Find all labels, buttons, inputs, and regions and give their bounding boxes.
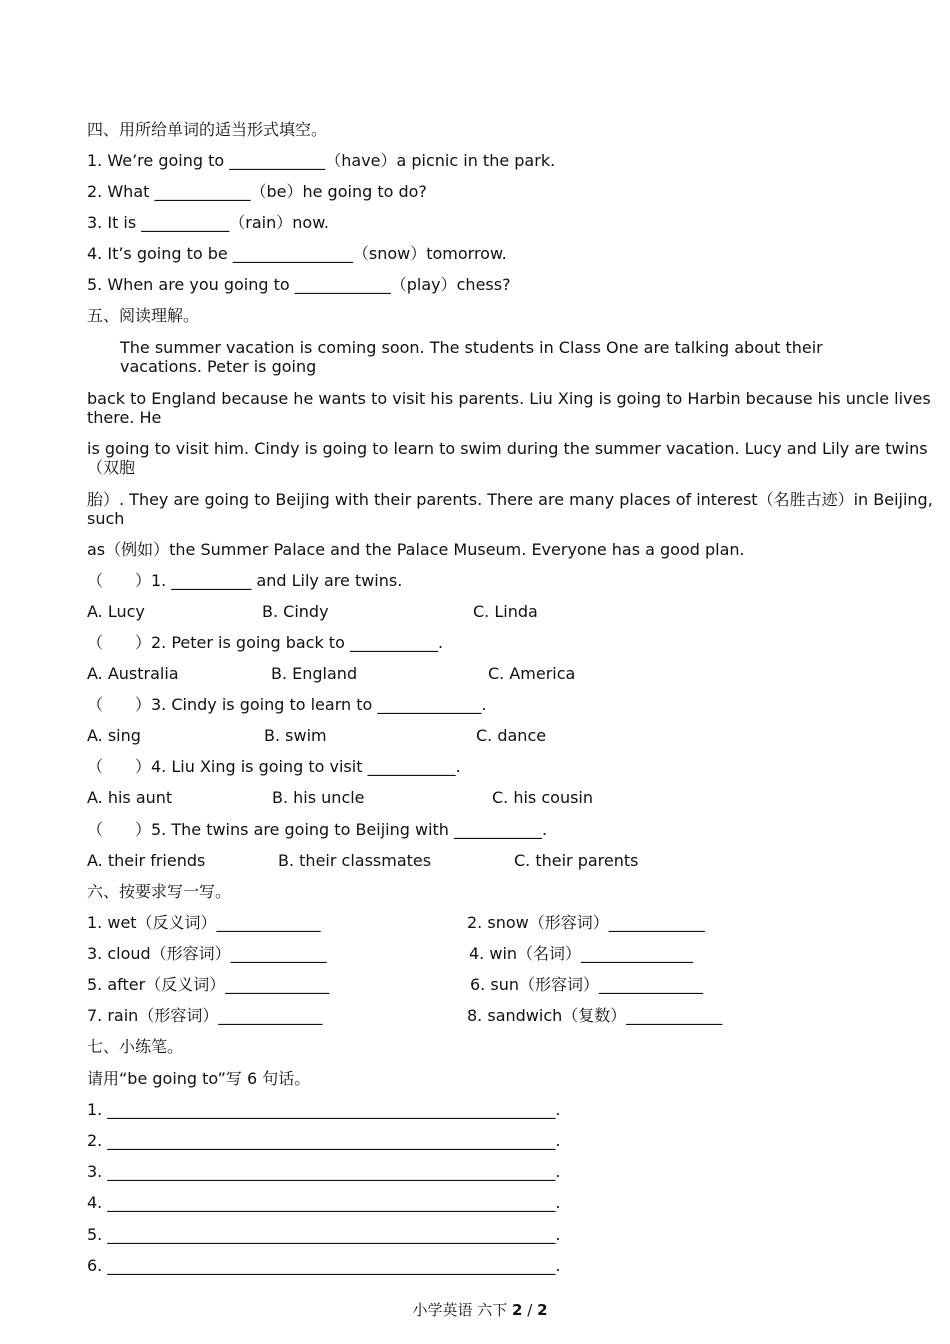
question-3: （ ）3. Cindy is going to learn to _____________. — [87, 695, 487, 714]
question-4: （ ）4. Liu Xing is going to visit ___________. — [87, 757, 461, 776]
footer-separator: / — [522, 1301, 538, 1319]
section-4-title: 四、用所给单词的适当形式填空。 — [87, 120, 328, 139]
word-form-item-6: 6. sun（形容词）_____________ — [470, 975, 703, 994]
question-4-option-a: A. his aunt — [87, 788, 173, 807]
writing-line-6: 6. ________________________________________________________. — [87, 1256, 561, 1275]
word-form-item-1: 1. wet（反义词）_____________ — [87, 913, 321, 932]
passage-paragraph-2: back to England because he wants to visit his parents. Liu Xing is going to Harbin because his uncle lives there. He — [87, 389, 931, 427]
passage-paragraph-5: as（例如）the Summer Palace and the Palace Museum. Everyone has a good plan. — [87, 540, 745, 559]
fill-blank-item-4: 4. It’s going to be _______________（snow）tomorrow. — [87, 244, 507, 263]
word-form-item-2: 2. snow（形容词）____________ — [467, 913, 705, 932]
question-4-option-b: B. his uncle — [272, 788, 365, 807]
footer-label: 小学英语 六下 — [412, 1301, 513, 1319]
question-2-option-b: B. England — [271, 664, 358, 683]
question-5-option-c: C. their parents — [514, 851, 639, 870]
question-1: （ ）1. __________ and Lily are twins. — [87, 571, 403, 590]
question-3-option-a: A. sing — [87, 726, 141, 745]
passage-paragraph-1: The summer vacation is coming soon. The students in Class One are talking about their vacations. Peter is going — [120, 338, 823, 376]
word-form-item-7: 7. rain（形容词）_____________ — [87, 1006, 323, 1025]
question-1-option-b: B. Cindy — [262, 602, 329, 621]
writing-instruction: 请用“be going to”写 6 句话。 — [87, 1069, 311, 1088]
question-1-option-c: C. Linda — [473, 602, 538, 621]
passage-paragraph-3: is going to visit him. Cindy is going to learn to swim during the summer vacation. Lucy and Lily are twins（双胞 — [87, 439, 928, 477]
question-5-option-a: A. their friends — [87, 851, 206, 870]
question-5: （ ）5. The twins are going to Beijing with ___________. — [87, 820, 548, 839]
fill-blank-item-2: 2. What ____________（be）he going to do? — [87, 182, 427, 201]
question-2-option-c: C. America — [488, 664, 576, 683]
section-6-title: 六、按要求写一写。 — [87, 882, 232, 901]
fill-blank-item-5: 5. When are you going to ____________（play）chess? — [87, 275, 511, 294]
question-2-option-a: A. Australia — [87, 664, 179, 683]
writing-line-1: 1. ________________________________________________________. — [87, 1100, 561, 1119]
footer-total-pages: 2 — [537, 1301, 548, 1319]
word-form-item-8: 8. sandwich（复数）____________ — [467, 1006, 723, 1025]
question-1-option-a: A. Lucy — [87, 602, 145, 621]
writing-line-3: 3. ________________________________________________________. — [87, 1162, 561, 1181]
word-form-item-5: 5. after（反义词）_____________ — [87, 975, 330, 994]
writing-line-2: 2. ________________________________________________________. — [87, 1131, 561, 1150]
passage-paragraph-4: 胎）. They are going to Beijing with their parents. There are many places of interest（名胜古迹）in Beijing, such — [87, 490, 933, 528]
question-2: （ ）2. Peter is going back to ___________. — [87, 633, 444, 652]
section-5-title: 五、阅读理解。 — [87, 306, 200, 325]
section-7-title: 七、小练笔。 — [87, 1037, 184, 1056]
question-3-option-b: B. swim — [264, 726, 327, 745]
word-form-item-3: 3. cloud（形容词）____________ — [87, 944, 327, 963]
fill-blank-item-3: 3. It is ___________（rain）now. — [87, 213, 329, 232]
question-3-option-c: C. dance — [476, 726, 547, 745]
page-footer — [0, 1301, 950, 1320]
question-4-option-c: C. his cousin — [492, 788, 593, 807]
footer-page-number: 2 — [512, 1301, 523, 1319]
question-5-option-b: B. their classmates — [278, 851, 432, 870]
writing-line-4: 4. ________________________________________________________. — [87, 1193, 561, 1212]
fill-blank-item-1: 1. We’re going to ____________（have）a picnic in the park. — [87, 151, 556, 170]
word-form-item-4: 4. win（名词）______________ — [469, 944, 694, 963]
writing-line-5: 5. ________________________________________________________. — [87, 1225, 561, 1244]
